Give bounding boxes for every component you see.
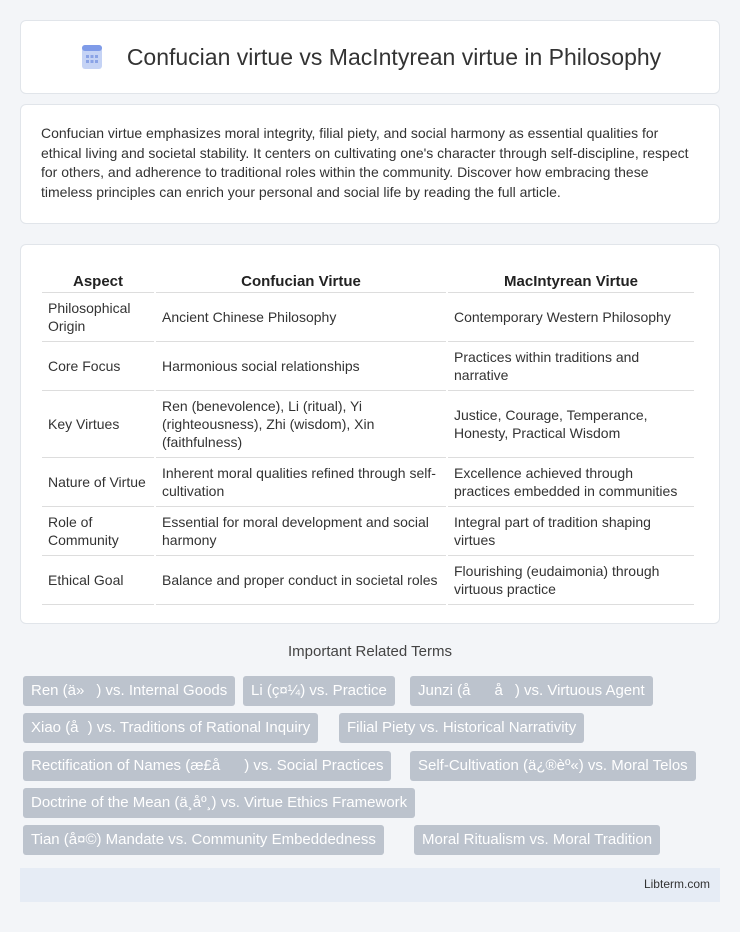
cell-confucian: Ren (benevolence), Li (ritual), Yi (righteousness), Zhi (wisdom), Xin (faithfulness) — [156, 391, 446, 458]
cell-confucian: Inherent moral qualities refined through self-cultivation — [156, 458, 446, 507]
column-header-aspect: Aspect — [42, 265, 154, 293]
cell-aspect: Key Virtues — [42, 391, 154, 458]
cell-confucian: Balance and proper conduct in societal roles — [156, 556, 446, 605]
cell-confucian: Ancient Chinese Philosophy — [156, 293, 446, 342]
cell-aspect: Ethical Goal — [42, 556, 154, 605]
table-row — [42, 458, 694, 507]
table-row — [42, 342, 694, 391]
cell-macintyrean: Excellence achieved through practices embedded in communities — [448, 458, 694, 507]
cell-aspect: Philosophical Origin — [42, 293, 154, 342]
cell-macintyrean: Practices within traditions and narrative — [448, 342, 694, 391]
related-term-link[interactable]: Filial Piety vs. Historical Narrativity — [339, 713, 584, 743]
related-term-link[interactable]: Moral Ritualism vs. Moral Tradition — [414, 825, 660, 855]
related-term-link[interactable]: Xiao (å) vs. Traditions of Rational Inquiry — [23, 713, 318, 743]
cell-confucian: Essential for moral development and social harmony — [156, 507, 446, 556]
cell-macintyrean: Contemporary Western Philosophy — [448, 293, 694, 342]
column-header-confucian: Confucian Virtue — [156, 265, 446, 293]
cell-macintyrean: Integral part of tradition shaping virtues — [448, 507, 694, 556]
comparison-table-card — [20, 244, 720, 624]
related-term-link[interactable]: Li (ç¤¼) vs. Practice — [243, 676, 395, 706]
related-term-link[interactable]: Junzi (åå) vs. Virtuous Agent — [410, 676, 653, 706]
cell-confucian: Harmonious social relationships — [156, 342, 446, 391]
related-terms-title: Important Related Terms — [288, 643, 452, 660]
related-term-link[interactable]: Ren (ä») vs. Internal Goods — [23, 676, 235, 706]
table-row — [42, 507, 694, 556]
related-term-link[interactable]: Rectification of Names (æ£å) vs. Social Practices — [23, 751, 391, 781]
table-row — [42, 293, 694, 342]
intro-text: Confucian virtue emphasizes moral integrity, filial piety, and social harmony as essential qualities for ethical living and societal stability. It centers on cultivating one's character through self-discipline, respect for others, and adherence to traditional roles within the community. Discover how embracing these timeless principles can enrich your personal and social life by reading the full article. — [41, 125, 689, 200]
column-header-macintyrean: MacIntyrean Virtue — [448, 265, 694, 293]
document-grid-icon — [79, 44, 105, 70]
header-card — [20, 20, 720, 94]
related-term-link[interactable]: Doctrine of the Mean (ä¸åº¸) vs. Virtue Ethics Framework — [23, 788, 415, 818]
related-term-link[interactable]: Self-Cultivation (ä¿®èº«) vs. Moral Telos — [410, 751, 696, 781]
footer-site-name: Libterm.com — [643, 877, 710, 891]
cell-aspect: Core Focus — [42, 342, 154, 391]
cell-aspect: Nature of Virtue — [42, 458, 154, 507]
comparison-table — [40, 265, 696, 605]
page-title: Confucian virtue vs MacIntyrean virtue in Philosophy — [126, 43, 662, 70]
cell-macintyrean: Justice, Courage, Temperance, Honesty, Practical Wisdom — [448, 391, 694, 458]
table-row — [42, 556, 694, 605]
cell-aspect: Role of Community — [42, 507, 154, 556]
footer — [20, 868, 720, 902]
related-term-link[interactable]: Tian (å¤©) Mandate vs. Community Embeddedness — [23, 825, 384, 855]
table-row — [42, 391, 694, 458]
cell-macintyrean: Flourishing (eudaimonia) through virtuous practice — [448, 556, 694, 605]
intro-card — [20, 104, 720, 224]
